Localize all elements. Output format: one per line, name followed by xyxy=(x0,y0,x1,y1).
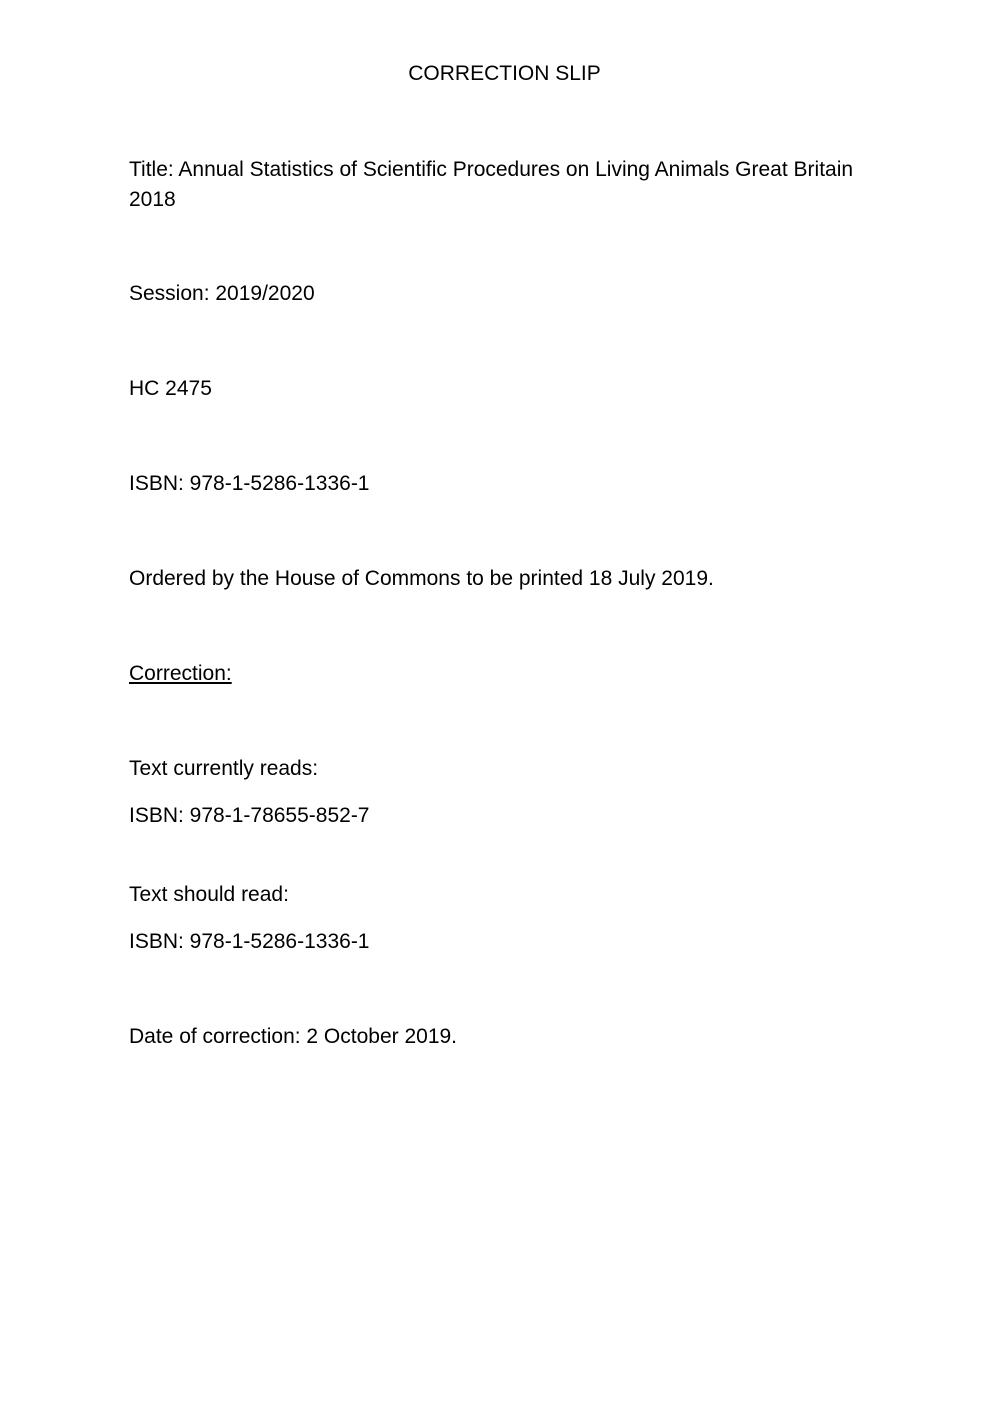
should-read-label: Text should read: xyxy=(129,883,289,906)
currently-reads-value: ISBN: 978-1-78655-852-7 xyxy=(129,804,370,827)
date-of-correction: Date of correction: 2 October 2019. xyxy=(129,1025,458,1048)
document-heading: CORRECTION SLIP xyxy=(408,62,601,85)
should-read-value: ISBN: 978-1-5286-1336-1 xyxy=(129,930,370,953)
correction-label: Correction: xyxy=(129,662,232,685)
currently-reads-label: Text currently reads: xyxy=(129,757,319,780)
ordered-statement: Ordered by the House of Commons to be printed 18 July 2019. xyxy=(129,567,714,590)
isbn: ISBN: 978-1-5286-1336-1 xyxy=(129,472,370,495)
hc-number: HC 2475 xyxy=(129,377,212,400)
document-title: Title: Annual Statistics of Scientific Procedures on Living Animals Great Britain 2018 xyxy=(129,158,854,211)
session: Session: 2019/2020 xyxy=(129,282,315,305)
